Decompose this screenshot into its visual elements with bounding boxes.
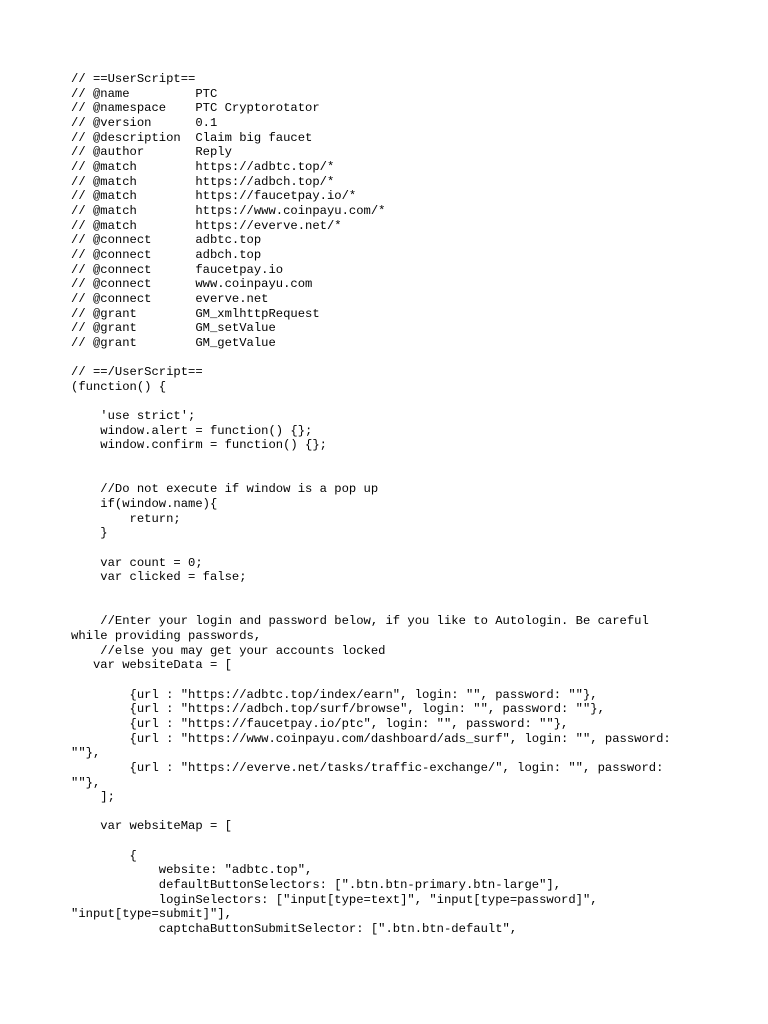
code-block — [71, 72, 711, 937]
code-line: var count = 0; — [71, 555, 203, 570]
code-line: {url : "https://adbch.top/surf/browse", login: "", password: ""}, — [71, 702, 605, 717]
code-line — [71, 468, 711, 483]
code-line: // @description Claim big faucet — [71, 130, 313, 145]
code-line: // @version 0.1 — [71, 115, 218, 130]
code-line: window.confirm = function() {}; — [71, 438, 327, 453]
code-line: //Do not execute if window is a pop up — [71, 482, 379, 497]
code-line: while providing passwords, — [71, 628, 262, 643]
code-line: var websiteData = [ — [71, 658, 232, 673]
code-line: captchaButtonSubmitSelector: [".btn.btn-default", — [71, 922, 518, 937]
code-line — [71, 453, 711, 468]
code-line: } — [71, 526, 108, 541]
code-line: ""}, — [71, 775, 101, 790]
code-line: website: "adbtc.top", — [71, 863, 313, 878]
code-line: {url : "https://faucetpay.io/ptc", login: "", password: ""}, — [71, 716, 569, 731]
code-line: //else you may get your accounts locked — [71, 643, 386, 658]
code-line: loginSelectors: ["input[type=text]", "input[type=password]", — [71, 892, 598, 907]
code-line: // @match https://adbtc.top/* — [71, 159, 335, 174]
code-line: // @grant GM_xmlhttpRequest — [71, 306, 320, 321]
code-line: return; — [71, 511, 181, 526]
code-line: (function() { — [71, 379, 167, 394]
code-line: // @connect adbch.top — [71, 247, 262, 262]
code-line — [71, 394, 711, 409]
code-line: 'use strict'; — [71, 409, 196, 424]
code-line — [71, 805, 711, 820]
code-line: // ==/UserScript== — [71, 365, 203, 380]
code-line: { — [71, 848, 137, 863]
code-line: // @match https://faucetpay.io/* — [71, 189, 357, 204]
code-line: // @grant GM_getValue — [71, 335, 276, 350]
code-line: // @connect adbtc.top — [71, 233, 262, 248]
code-line — [71, 600, 711, 615]
code-line: // @author Reply — [71, 145, 232, 160]
code-line: ""}, — [71, 746, 101, 761]
code-line: var websiteMap = [ — [71, 819, 232, 834]
code-line: ]; — [71, 790, 115, 805]
code-line: defaultButtonSelectors: [".btn.btn-primary.btn-large"], — [71, 878, 562, 893]
code-line: // @connect everve.net — [71, 291, 269, 306]
code-line: //Enter your login and password below, if you like to Autologin. Be careful — [71, 614, 649, 629]
code-line: // @connect www.coinpayu.com — [71, 277, 313, 292]
code-line — [71, 673, 711, 688]
code-line: "input[type=submit]"], — [71, 907, 232, 922]
code-line: window.alert = function() {}; — [71, 423, 313, 438]
code-line: if(window.name){ — [71, 497, 218, 512]
code-line: // @match https://adbch.top/* — [71, 174, 335, 189]
code-line: // @match https://everve.net/* — [71, 218, 342, 233]
code-line: // @namespace PTC Cryptorotator — [71, 101, 320, 116]
code-line: // @match https://www.coinpayu.com/* — [71, 203, 386, 218]
code-line: // @connect faucetpay.io — [71, 262, 284, 277]
code-line: {url : "https://adbtc.top/index/earn", login: "", password: ""}, — [71, 687, 598, 702]
code-line: // @grant GM_setValue — [71, 321, 276, 336]
code-line: {url : "https://everve.net/tasks/traffic-exchange/", login: "", password: — [71, 760, 664, 775]
code-line — [71, 585, 711, 600]
code-line — [71, 541, 711, 556]
code-line: // ==UserScript== — [71, 72, 196, 86]
code-line — [71, 350, 711, 365]
code-line — [71, 834, 711, 849]
code-line: var clicked = false; — [71, 570, 247, 585]
code-line: {url : "https://www.coinpayu.com/dashboard/ads_surf", login: "", password: — [71, 731, 671, 746]
code-line: // @name PTC — [71, 86, 218, 101]
